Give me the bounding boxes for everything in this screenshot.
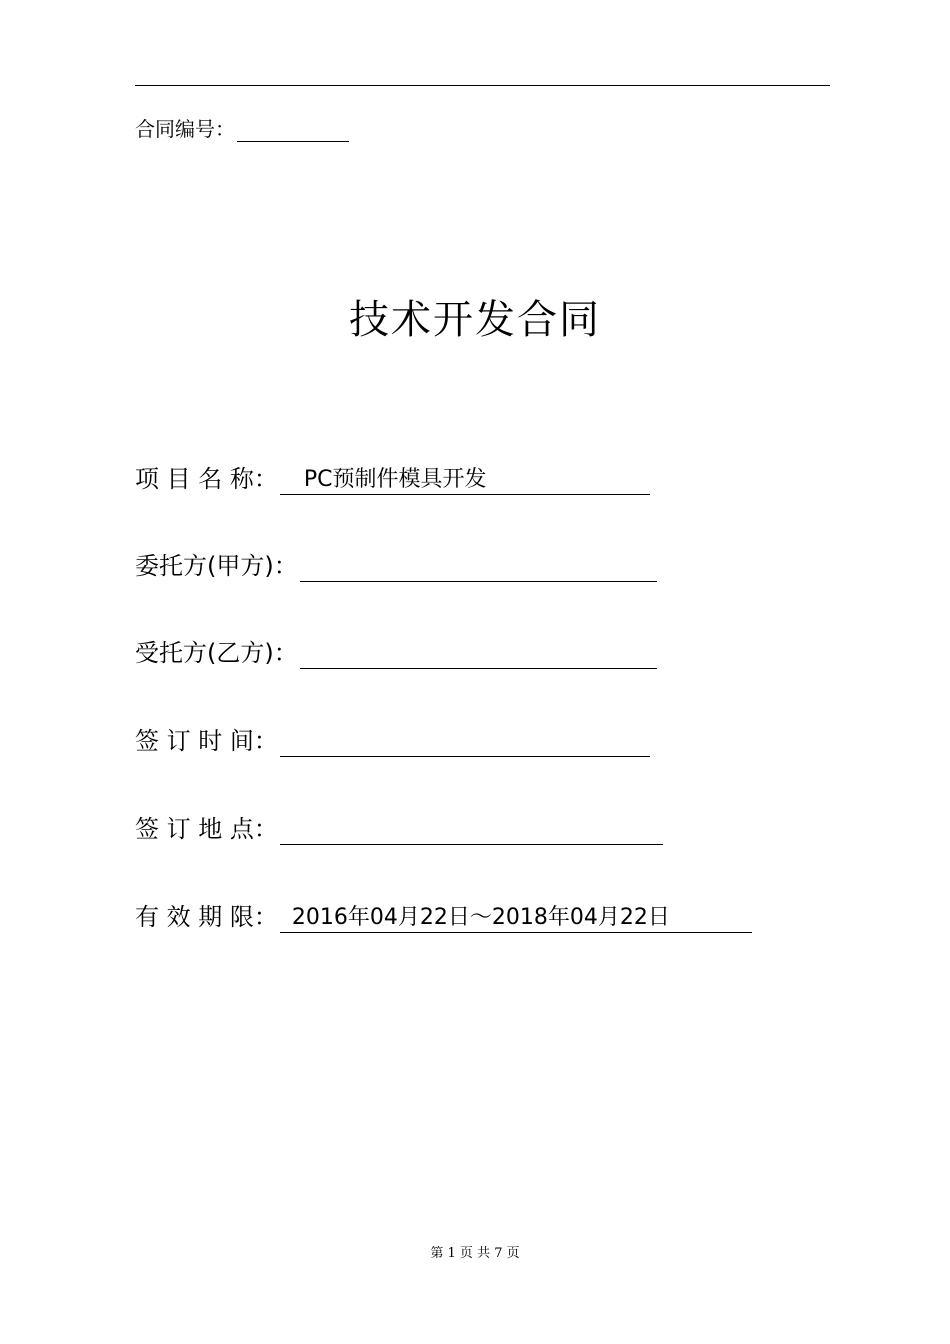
field-label: 签 订 地 点: [135, 815, 254, 843]
field-label: 受托方(乙方): [135, 639, 274, 667]
field-label: 签 订 时 间: [135, 727, 254, 755]
field-signing-place: [135, 813, 663, 845]
field-value-validity-period[interactable]: 2016年04月22日～2018年04月22日: [280, 903, 752, 933]
field-label: 项 目 名 称: [135, 465, 254, 493]
field-label: 有 效 期 限: [135, 903, 254, 931]
document-title: 技术开发合同: [349, 297, 601, 343]
field-label: 委托方(甲方): [135, 552, 274, 580]
header-rule: [135, 85, 830, 86]
field-value-signing-time[interactable]: [280, 727, 650, 757]
field-colon: ：: [253, 465, 278, 493]
contract-number-blank[interactable]: [237, 119, 349, 142]
field-validity-period: [135, 901, 752, 933]
field-colon: ：: [273, 639, 298, 667]
field-value-signing-place[interactable]: [280, 815, 663, 845]
field-signing-time: [135, 725, 650, 757]
field-client: [135, 550, 657, 582]
field-colon: ：: [253, 815, 278, 843]
field-colon: ：: [253, 903, 278, 931]
field-colon: ：: [273, 552, 298, 580]
field-value-contractor[interactable]: [300, 639, 657, 669]
contract-number: [135, 116, 349, 142]
field-value-project-name[interactable]: PC预制件模具开发: [280, 465, 650, 495]
field-colon: ：: [253, 727, 278, 755]
field-contractor: [135, 637, 657, 669]
field-project-name: [135, 463, 650, 495]
page-number: 第 1 页 共 7 页: [430, 1246, 520, 1261]
contract-number-label: 合同编号：: [135, 117, 235, 141]
field-value-client[interactable]: [300, 552, 657, 582]
